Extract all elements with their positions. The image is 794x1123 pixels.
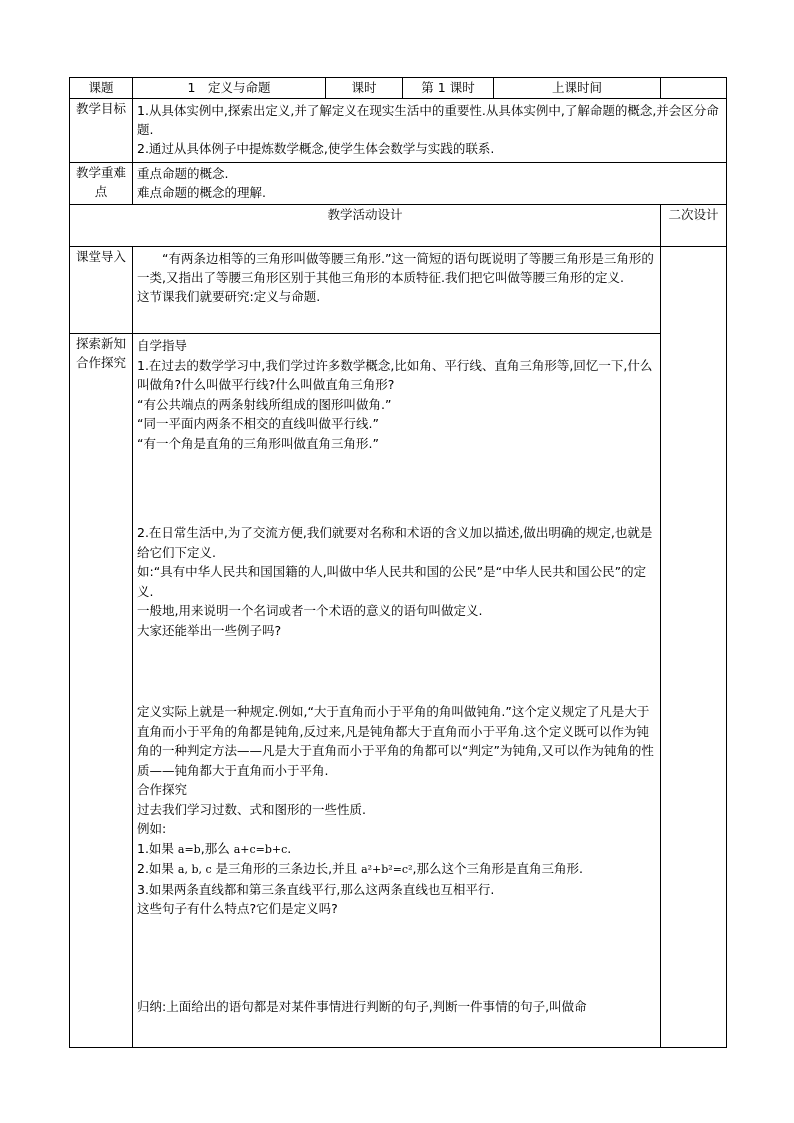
design-title-row bbox=[70, 205, 727, 247]
difficult-point: 难点命题的概念的理解. bbox=[137, 185, 266, 200]
intro-label: 课堂导入 bbox=[70, 247, 133, 334]
question-2-example: 如:“具有中华人民共和国国籍的人,叫做中华人民共和国的公民”是“中华人民共和国公民”的定义. bbox=[137, 564, 647, 599]
goal-line-2: 2.通过从具体例子中提炼数学概念,使学生体会数学与实践的联系. bbox=[137, 141, 495, 156]
intro-row bbox=[70, 247, 727, 334]
topic-label: 课题 bbox=[70, 78, 133, 99]
obtuse-angle-paragraph: 定义实际上就是一种规定.例如,“大于直角而小于平角的角叫做钝角.”这个定义规定了凡是大于直角而小于平角的角都是钝角,反过来,凡是钝角都大于直角而小于平角.这个定义既可以作为钝角的一种判定方法——凡是大于直角而小于平角的角都可以“判定”为钝角,又可以作为钝角的性质——钝角都大于直角而小于平角. bbox=[137, 704, 654, 778]
coop-intro: 过去我们学习过数、式和图形的一些性质. bbox=[137, 801, 366, 817]
second-design-cell bbox=[661, 247, 727, 1048]
question-2: 2.在日常生活中,为了交流方便,我们就要对名称和术语的含义加以描述,做出明确的规定,也就是给它们下定义. bbox=[137, 525, 653, 560]
coop-item-2: 2.如果 a, b, c 是三角形的三条边长,并且 a²+b²=c²,那么这个三角形是直角三角形. bbox=[137, 861, 583, 876]
coop-item-3: 3.如果两条直线都和第三条直线平行,那么这两条直线也互相平行. bbox=[137, 881, 495, 897]
blank-space-3 bbox=[137, 919, 656, 997]
class-time-label: 上课时间 bbox=[494, 78, 661, 99]
goal-line-1: 1.从具体实例中,探索出定义,并了解定义在现实生活中的重要性.从具体实例中,了解命题的概念,并会区分命题. bbox=[137, 103, 719, 137]
coop-ask: 这些句子有什么特点?它们是定义吗? bbox=[137, 901, 338, 916]
second-design-label: 二次设计 bbox=[661, 205, 727, 247]
question-1: 1.在过去的数学学习中,我们学过许多数学概念,比如角、平行线、直角三角形等,回忆一下,什么叫做角?什么叫做平行线?什么叫做直角三角形? bbox=[137, 357, 653, 392]
self-study-heading: 自学指导 bbox=[137, 338, 188, 353]
coop-item-1: 1.如果 a=b,那么 a+c=b+c. bbox=[137, 840, 292, 856]
key-point: 重点命题的概念. bbox=[137, 166, 229, 181]
question-2-ask: 大家还能举出一些例子吗? bbox=[137, 622, 282, 638]
topic-value: 1 定义与命题 bbox=[133, 78, 326, 99]
class-time-value bbox=[661, 78, 727, 99]
blank-space-1 bbox=[137, 453, 656, 523]
keypoints-row bbox=[70, 163, 727, 205]
explore-content bbox=[133, 334, 661, 1048]
explore-label: 探索新知合作探究 bbox=[70, 334, 133, 1048]
answer-angle: “有公共端点的两条射线所组成的图形叫做角.” bbox=[137, 396, 392, 412]
coop-heading: 合作探究 bbox=[137, 782, 188, 797]
goals-label: 教学目标 bbox=[70, 99, 133, 163]
goals-content bbox=[133, 99, 727, 163]
period-label: 课时 bbox=[326, 78, 403, 99]
definition-general: 一般地,用来说明一个名词或者一个术语的意义的语句叫做定义. bbox=[137, 603, 483, 618]
answer-parallel: “同一平面内两条不相交的直线叫做平行线.” bbox=[137, 416, 379, 431]
lesson-plan-table bbox=[69, 77, 727, 1048]
coop-example-label: 例如: bbox=[137, 821, 167, 836]
blank-space-2 bbox=[137, 640, 656, 702]
summary-line: 归纳:上面给出的语句都是对某件事情进行判断的句子,判断一件事情的句子,叫做命 bbox=[137, 998, 587, 1014]
intro-content bbox=[133, 247, 661, 334]
answer-right-triangle: “有一个角是直角的三角形叫做直角三角形.” bbox=[137, 435, 379, 451]
header-row bbox=[70, 78, 727, 99]
keypoints-content bbox=[133, 163, 727, 205]
explore-row bbox=[70, 334, 727, 1048]
design-title: 教学活动设计 bbox=[70, 205, 661, 247]
intro-para-2: 这节课我们就要研究:定义与命题. bbox=[137, 289, 321, 304]
intro-para-1: “有两条边相等的三角形叫做等腰三角形.”这一简短的语句既说明了等腰三角形是三角形的一类,又指出了等腰三角形区别于其他三角形的本质特征.我们把它叫做等腰三角形的定义. bbox=[137, 251, 654, 285]
keypoints-label: 教学重难点 bbox=[70, 163, 133, 205]
period-value: 第 1 课时 bbox=[403, 78, 494, 99]
goals-row bbox=[70, 99, 727, 163]
